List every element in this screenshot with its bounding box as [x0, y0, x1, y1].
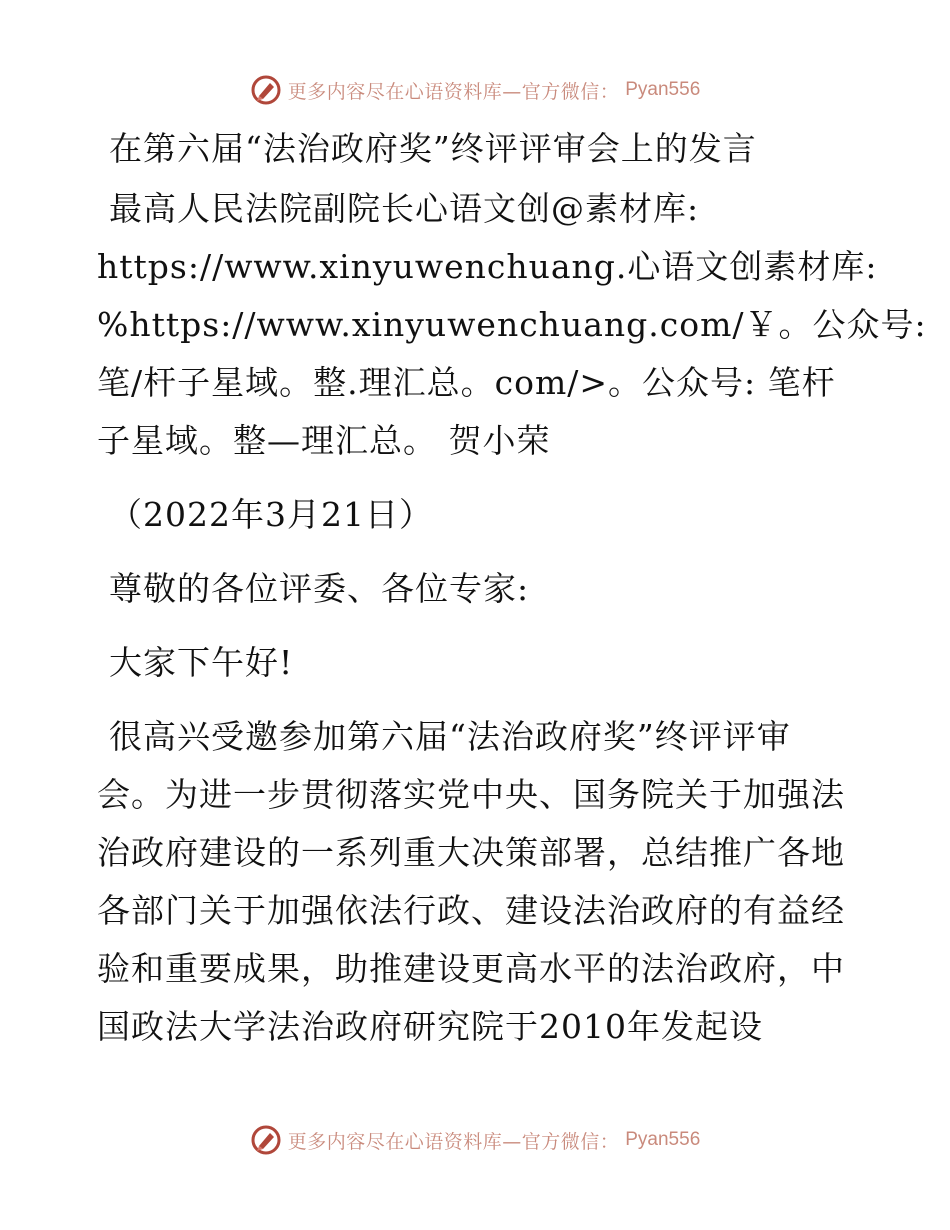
author-line: 子星域。整—理汇总。 贺小荣 — [97, 421, 551, 460]
author-line: 最高人民法院副院长心语文创@素材库: — [109, 189, 700, 228]
author-line: %https://www.xinyuwenchuang.com/￥。公众号: — [97, 305, 927, 344]
body-line: 国政法大学法治政府研究院于2010年发起设 — [97, 1007, 763, 1046]
watermark-wechat-id: Pyan556 — [625, 1129, 701, 1150]
watermark-wechat-id: Pyan556 — [625, 79, 701, 100]
header-watermark — [0, 70, 950, 110]
body-line: 治政府建设的一系列重大决策部署，总结推广各地 — [97, 833, 845, 872]
author-line: https://www.xinyuwenchuang.心语文创素材库: — [97, 247, 878, 286]
document-title: 在第六届“法治政府奖”终评评审会上的发言 — [109, 129, 757, 168]
body-line: 验和重要成果，助推建设更高水平的法治政府，中 — [97, 949, 845, 988]
body-line: 各部门关于加强依法行政、建设法治政府的有益经 — [97, 891, 845, 930]
pen-logo-icon — [250, 1124, 282, 1156]
watermark-text: 更多内容尽在心语资料库—官方微信： — [287, 80, 620, 103]
speech-date: （2022年3月21日） — [109, 495, 433, 534]
document-body — [97, 120, 927, 1056]
footer-watermark — [0, 1120, 950, 1160]
author-line: 笔/杆子星域。整.理汇总。com/>。公众号: 笔杆 — [97, 363, 836, 402]
greeting: 大家下午好! — [109, 643, 294, 682]
salutation: 尊敬的各位评委、各位专家: — [109, 569, 530, 608]
body-line: 会。为进一步贯彻落实党中央、国务院关于加强法 — [97, 775, 845, 814]
pen-logo-icon — [250, 74, 282, 106]
body-line: 很高兴受邀参加第六届“法治政府奖”终评评审 — [109, 717, 791, 756]
watermark-text: 更多内容尽在心语资料库—官方微信： — [287, 1130, 620, 1153]
